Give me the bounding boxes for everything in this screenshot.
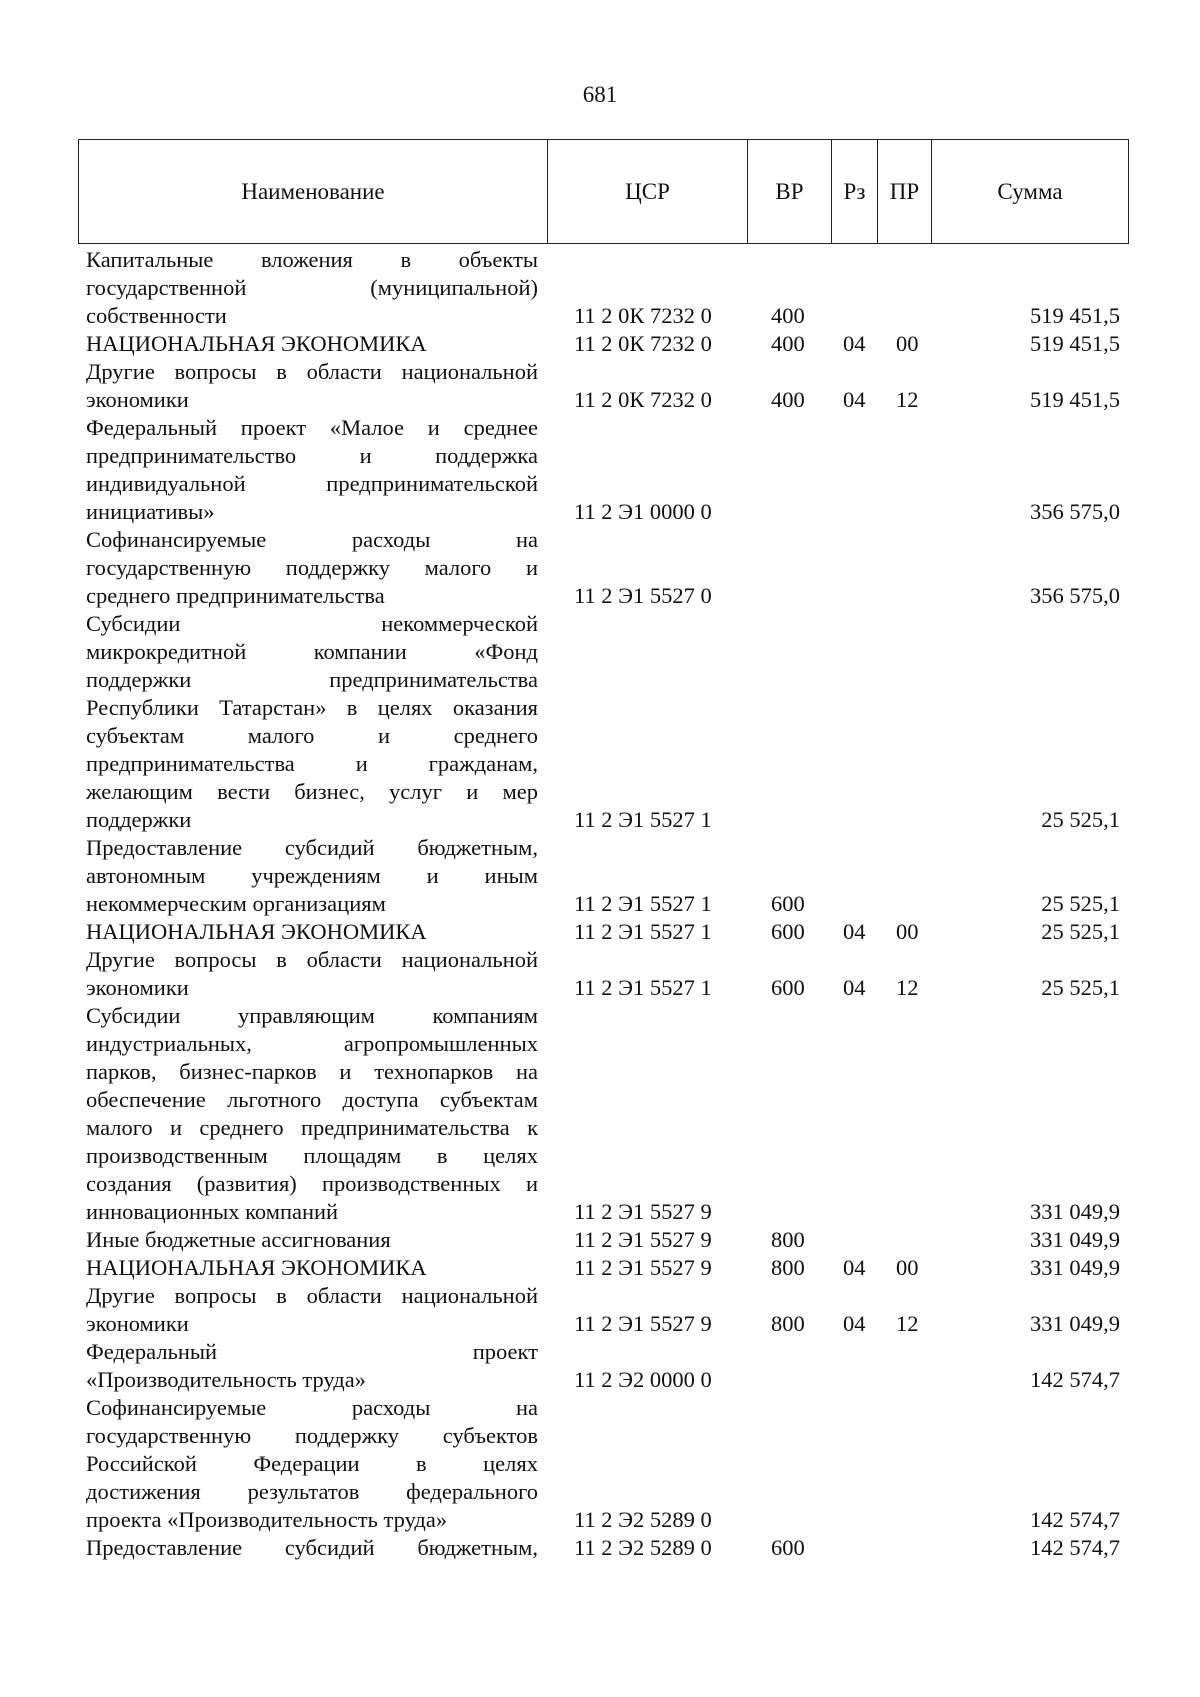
row-sum: 356 575,0 — [1030, 583, 1120, 608]
row-name — [86, 1254, 538, 1282]
row-rz: 04 — [843, 1311, 866, 1336]
row-name-line: достижения результатов федерального — [86, 1479, 538, 1504]
row-sum: 25 525,1 — [1041, 891, 1120, 916]
table-row — [0, 1254, 1200, 1282]
row-name-line: экономики — [86, 975, 189, 1000]
row-csr: 11 2 0К 7232 0 — [574, 303, 712, 328]
row-sum: 519 451,5 — [1030, 303, 1120, 328]
row-rz: 04 — [843, 919, 866, 944]
row-name-line: Федеральный проект — [86, 1339, 538, 1364]
row-name — [86, 1338, 538, 1394]
row-pr: 12 — [896, 387, 919, 412]
table-body — [0, 246, 1200, 1562]
row-name-line: Софинансируемые расходы на — [86, 1395, 538, 1420]
row-csr: 11 2 Э1 5527 0 — [574, 583, 712, 608]
row-name-line: Другие вопросы в области национальной — [86, 1283, 538, 1308]
row-name-line: поддержки — [86, 807, 192, 832]
header-csr: ЦСР — [548, 140, 748, 244]
row-pr: 00 — [896, 919, 919, 944]
row-sum: 519 451,5 — [1030, 387, 1120, 412]
table-header — [78, 139, 1129, 244]
row-sum: 25 525,1 — [1041, 807, 1120, 832]
table-row — [0, 1534, 1200, 1562]
row-name-line: «Производительность труда» — [86, 1367, 366, 1392]
row-name-line: микрокредитной компании «Фонд — [86, 639, 538, 664]
row-name-line: автономным учреждениям и иным — [86, 863, 538, 888]
row-name-line: Федеральный проект «Малое и среднее — [86, 415, 538, 440]
row-name-line: предпринимательства и гражданам, — [86, 751, 538, 776]
row-name-line: собственности — [86, 303, 227, 328]
header-rz: Рз — [832, 140, 878, 244]
table-row — [0, 610, 1200, 834]
row-sum: 25 525,1 — [1041, 975, 1120, 1000]
table-row — [0, 414, 1200, 526]
row-name-line: проекта «Производительность труда» — [86, 1507, 448, 1532]
row-name — [86, 330, 538, 358]
table-row — [0, 1338, 1200, 1394]
row-rz: 04 — [843, 387, 866, 412]
row-name-line: НАЦИОНАЛЬНАЯ ЭКОНОМИКА — [86, 331, 427, 356]
row-name-line: государственной (муниципальной) — [86, 275, 538, 300]
table-row — [0, 1002, 1200, 1226]
table-row — [0, 918, 1200, 946]
row-vr: 800 — [771, 1255, 805, 1280]
row-sum: 25 525,1 — [1041, 919, 1120, 944]
row-name — [86, 1226, 538, 1254]
page-number: 681 — [582, 82, 618, 107]
row-csr: 11 2 Э2 5289 0 — [574, 1507, 712, 1532]
row-vr: 600 — [771, 1535, 805, 1560]
table-row — [0, 526, 1200, 610]
row-name-line: Российской Федерации в целях — [86, 1451, 538, 1476]
row-name-line: инициативы» — [86, 499, 215, 524]
row-vr: 400 — [771, 331, 805, 356]
row-name-line: Софинансируемые расходы на — [86, 527, 538, 552]
row-name-line: поддержки предпринимательства — [86, 667, 538, 692]
row-name-line: индивидуальной предпринимательской — [86, 471, 538, 496]
row-pr: 00 — [896, 1255, 919, 1280]
row-csr: 11 2 Э1 5527 9 — [574, 1199, 712, 1224]
row-name — [86, 1534, 538, 1562]
row-name-line: создания (развития) производственных и — [86, 1171, 538, 1196]
row-sum: 356 575,0 — [1030, 499, 1120, 524]
row-vr: 800 — [771, 1311, 805, 1336]
row-name-line: Субсидии управляющим компаниям — [86, 1003, 538, 1028]
row-sum: 142 574,7 — [1030, 1507, 1120, 1532]
row-name — [86, 834, 538, 918]
row-name-line: предпринимательство и поддержка — [86, 443, 538, 468]
row-name-line: Другие вопросы в области национальной — [86, 947, 538, 972]
row-csr: 11 2 Э1 5527 1 — [574, 975, 712, 1000]
row-name-line: Республики Татарстан» в целях оказания — [86, 695, 538, 720]
row-vr: 400 — [771, 387, 805, 412]
row-csr: 11 2 0К 7232 0 — [574, 331, 712, 356]
row-pr: 12 — [896, 975, 919, 1000]
row-csr: 11 2 Э1 5527 9 — [574, 1311, 712, 1336]
row-sum: 331 049,9 — [1030, 1255, 1120, 1280]
row-name-line: НАЦИОНАЛЬНАЯ ЭКОНОМИКА — [86, 919, 427, 944]
row-name-line: Предоставление субсидий бюджетным, — [86, 1535, 538, 1560]
table-row — [0, 330, 1200, 358]
table-row — [0, 358, 1200, 414]
row-name — [86, 414, 538, 526]
row-sum: 142 574,7 — [1030, 1367, 1120, 1392]
row-name — [86, 946, 538, 1002]
header-pr: ПР — [878, 140, 932, 244]
row-name-line: желающим вести бизнес, услуг и мер — [86, 779, 538, 804]
row-vr: 800 — [771, 1227, 805, 1252]
row-csr: 11 2 Э1 5527 1 — [574, 919, 712, 944]
table-row — [0, 946, 1200, 1002]
row-name-line: Другие вопросы в области национальной — [86, 359, 538, 384]
row-sum: 331 049,9 — [1030, 1227, 1120, 1252]
row-name-line: Субсидии некоммерческой — [86, 611, 538, 636]
row-name — [86, 1002, 538, 1226]
row-csr: 11 2 Э1 5527 1 — [574, 891, 712, 916]
row-name-line: экономики — [86, 1311, 189, 1336]
row-rz: 04 — [843, 1255, 866, 1280]
row-name-line: парков, бизнес-парков и технопарков на — [86, 1059, 538, 1084]
row-csr: 11 2 Э1 5527 9 — [574, 1255, 712, 1280]
row-sum: 331 049,9 — [1030, 1311, 1120, 1336]
row-name-line: НАЦИОНАЛЬНАЯ ЭКОНОМИКА — [86, 1255, 427, 1280]
row-csr: 11 2 0К 7232 0 — [574, 387, 712, 412]
row-name-line: малого и среднего предпринимательства к — [86, 1115, 538, 1140]
row-name-line: Капитальные вложения в объекты — [86, 247, 538, 272]
row-name — [86, 358, 538, 414]
row-pr: 00 — [896, 331, 919, 356]
row-name-line: государственную поддержку малого и — [86, 555, 538, 580]
row-csr: 11 2 Э1 0000 0 — [574, 499, 712, 524]
row-vr: 400 — [771, 303, 805, 328]
row-name — [86, 1394, 538, 1534]
row-vr: 600 — [771, 891, 805, 916]
header-vr: ВР — [748, 140, 832, 244]
row-csr: 11 2 Э2 5289 0 — [574, 1535, 712, 1560]
table-row — [0, 1282, 1200, 1338]
row-csr: 11 2 Э1 5527 9 — [574, 1227, 712, 1252]
row-name-line: Иные бюджетные ассигнования — [86, 1227, 391, 1252]
row-sum: 519 451,5 — [1030, 331, 1120, 356]
row-rz: 04 — [843, 975, 866, 1000]
table-row — [0, 834, 1200, 918]
row-vr: 600 — [771, 919, 805, 944]
row-name-line: экономики — [86, 387, 189, 412]
row-csr: 11 2 Э2 0000 0 — [574, 1367, 712, 1392]
header-name: Наименование — [79, 140, 548, 244]
row-rz: 04 — [843, 331, 866, 356]
table-row — [0, 1394, 1200, 1534]
row-name-line: некоммерческим организациям — [86, 891, 386, 916]
row-name-line: Предоставление субсидий бюджетным, — [86, 835, 538, 860]
row-name — [86, 1282, 538, 1338]
row-name — [86, 246, 538, 330]
row-pr: 12 — [896, 1311, 919, 1336]
row-name — [86, 610, 538, 834]
row-name-line: государственную поддержку субъектов — [86, 1423, 538, 1448]
row-sum: 331 049,9 — [1030, 1199, 1120, 1224]
row-name-line: обеспечение льготного доступа субъектам — [86, 1087, 538, 1112]
row-sum: 142 574,7 — [1030, 1535, 1120, 1560]
row-name-line: инновационных компаний — [86, 1199, 339, 1224]
row-name — [86, 526, 538, 610]
row-name-line: субъектам малого и среднего — [86, 723, 538, 748]
table-row — [0, 1226, 1200, 1254]
row-name-line: среднего предпринимательства — [86, 583, 385, 608]
row-name — [86, 918, 538, 946]
table-row — [0, 246, 1200, 330]
row-csr: 11 2 Э1 5527 1 — [574, 807, 712, 832]
row-name-line: индустриальных, агропромышленных — [86, 1031, 538, 1056]
row-vr: 600 — [771, 975, 805, 1000]
header-sum: Сумма — [932, 140, 1129, 244]
row-name-line: производственным площадям в целях — [86, 1143, 538, 1168]
